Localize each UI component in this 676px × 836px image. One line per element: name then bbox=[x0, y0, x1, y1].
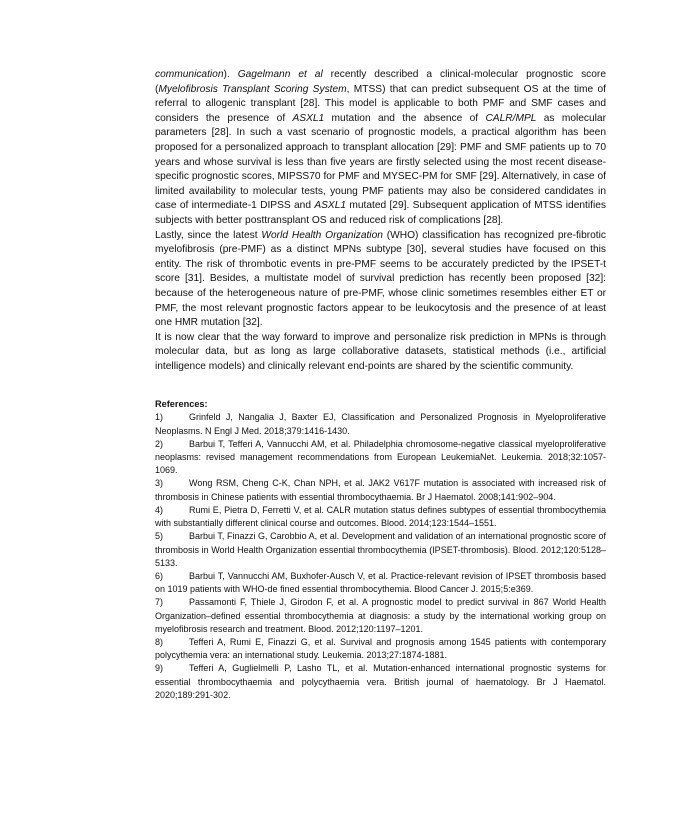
italic-run: Myelofibrosis Transplant Scoring System bbox=[158, 83, 347, 95]
reference-item bbox=[155, 636, 606, 662]
italic-run: CALR/MPL bbox=[485, 112, 537, 124]
text-run: It is now clear that the way forward to improve and personalize risk prediction in MPNs is through molecular data, but as long as large collaborative datasets, statistical methods (i.e., artificial intelligence models) and clinically relevant end-points are shared by the scientific community. bbox=[155, 331, 606, 372]
text-run: mutation and the absence of bbox=[324, 112, 486, 124]
reference-number: 1) bbox=[155, 412, 164, 423]
reference-number: 7) bbox=[155, 597, 164, 608]
reference-text: Barbui T, Vannucchi AM, Buxhofer-Ausch V, et al. Practice-relevant revision of IPSET thrombosis based on 1019 patients with WHO-de fined essential thrombocythemia. Blood Cancer J. 2015;5:e369. bbox=[155, 570, 606, 595]
reference-item bbox=[155, 530, 606, 570]
italic-run: ASXL1 bbox=[292, 112, 325, 124]
reference-number: 3) bbox=[155, 478, 164, 489]
references-heading: References: bbox=[155, 399, 208, 410]
body-paragraph bbox=[155, 229, 606, 331]
reference-text: Grinfeld J, Nangalia J, Baxter EJ, Classification and Personalized Prognosis in Myeloproliferative Neoplasms. N Engl J Med. 2018;379:1416-1430. bbox=[155, 412, 606, 436]
reference-item bbox=[155, 438, 606, 478]
reference-text: Tefferi A, Rumi E, Finazzi G, et al. Survival and prognosis among 1545 patients with contemporary polycythemia vera: an international study. Leukemia. 2013;27:1874-1881. bbox=[155, 636, 606, 661]
reference-number: 4) bbox=[155, 504, 164, 515]
text-run: mutated [29]. Subsequent application of MTSS identifies subjects with better posttransplant OS and reduced risk of complications [28]. bbox=[155, 200, 606, 226]
text-run: ). bbox=[223, 69, 238, 80]
body-paragraph bbox=[155, 68, 606, 229]
reference-item bbox=[155, 596, 606, 636]
reference-text: Barbui T, Tefferi A, Vannucchi AM, et al. Philadelphia chromosome-negative classical myeloproliferative neoplasms: revised management recommendations from European LeukemiaNet. Leukemia. 2018;32:1057-1069. bbox=[155, 438, 606, 476]
reference-text: Wong RSM, Cheng C-K, Chan NPH, et al. JAK2 V617F mutation is associated with increased risk of thrombosis in Chinese patients with essential thrombocythaemia. Br J Haematol. 2008;141:902–904. bbox=[155, 478, 606, 502]
reference-number: 2) bbox=[155, 438, 164, 449]
italic-run: Gagelmann et al bbox=[237, 69, 323, 80]
reference-item bbox=[155, 411, 606, 437]
text-run: recently described a clinical-molecular prognostic score ( bbox=[155, 69, 606, 95]
body-text bbox=[155, 68, 606, 374]
reference-number: 8) bbox=[155, 636, 164, 647]
reference-number: 6) bbox=[155, 570, 164, 581]
reference-number: 5) bbox=[155, 531, 164, 542]
reference-text: Barbui T, Finazzi G, Carobbio A, et al. Development and validation of an international prognostic score of thrombosis in World Health Organization essential thrombocythemia (IPSET-thrombosis). Blood. 2012;120:5128–5133. bbox=[155, 531, 606, 568]
reference-text: Passamonti F, Thiele J, Girodon F, et al. A prognostic model to predict survival in 867 World Health Organization–defined essential thrombocythemia at diagnosis: a study by the international working group on myelofibrosis research and treatment. Blood. 2012;120:1197–1201. bbox=[155, 597, 606, 634]
italic-run: ASXL1 bbox=[314, 200, 347, 212]
reference-item bbox=[155, 504, 606, 530]
reference-item bbox=[155, 662, 606, 702]
reference-text: Rumi E, Pietra D, Ferretti V, et al. CALR mutation status defines subtypes of essential thrombocythemia with substantially different clinical course and outcomes. Blood. 2014;123:1544–1551. bbox=[155, 504, 606, 529]
text-run: (WHO) classification has recognized pre-fibrotic myelofibrosis (pre-PMF) as a distinct MPNs subtype [30], several studies have focused on this entity. The risk of thrombotic events in pre-PMF seems to be accurately predicted by the IPSET-t score [31]. Besides, a multistate model of survival prediction has recently been proposed [32]: because of the heterogeneous nature of pre-PMF, whose clinic sometimes resembles either ET or PMF, the most relevant prognostic factors appear to be leukocytosis and the presence of at least one HMR mutation [32]. bbox=[155, 229, 606, 329]
text-run: as molecular parameters [28]. In such a vast scenario of prognostic models, a practical algorithm has been proposed for a personalized approach to transplant allocation [29]: PMF and SMF patients up to 70 years and whose survival is less than five years are firstly selected using the most recent disease-specific prognostic scores, MIPSS70 for PMF and MYSEC-PM for SMF [29]. Alternatively, in case of limited availability to molecular tests, young PMF patients may also be considered candidates in case of intermediate-1 DIPSS and bbox=[155, 112, 606, 212]
reference-number: 9) bbox=[155, 663, 164, 674]
reference-text: Tefferi A, Guglielmelli P, Lasho TL, et al. Mutation-enhanced international prognostic systems for essential thrombocythaemia and polycythaemia vera. British journal of haematology. Br J Haematol. 2020;189:291-302. bbox=[155, 663, 606, 700]
reference-item bbox=[155, 570, 606, 596]
italic-run: World Health Organization bbox=[261, 229, 383, 241]
italic-run: communication bbox=[155, 69, 224, 80]
page-content bbox=[155, 68, 606, 702]
reference-item bbox=[155, 477, 606, 503]
text-run: , MTSS) that can predict subsequent OS at the time of referral to allogenic transplant [28]. This model is applicable to both PMF and SMF cases and considers the presence of bbox=[155, 83, 606, 124]
text-run: Lastly, since the latest bbox=[155, 229, 262, 241]
body-paragraph bbox=[155, 331, 606, 375]
reference-list bbox=[155, 411, 606, 701]
